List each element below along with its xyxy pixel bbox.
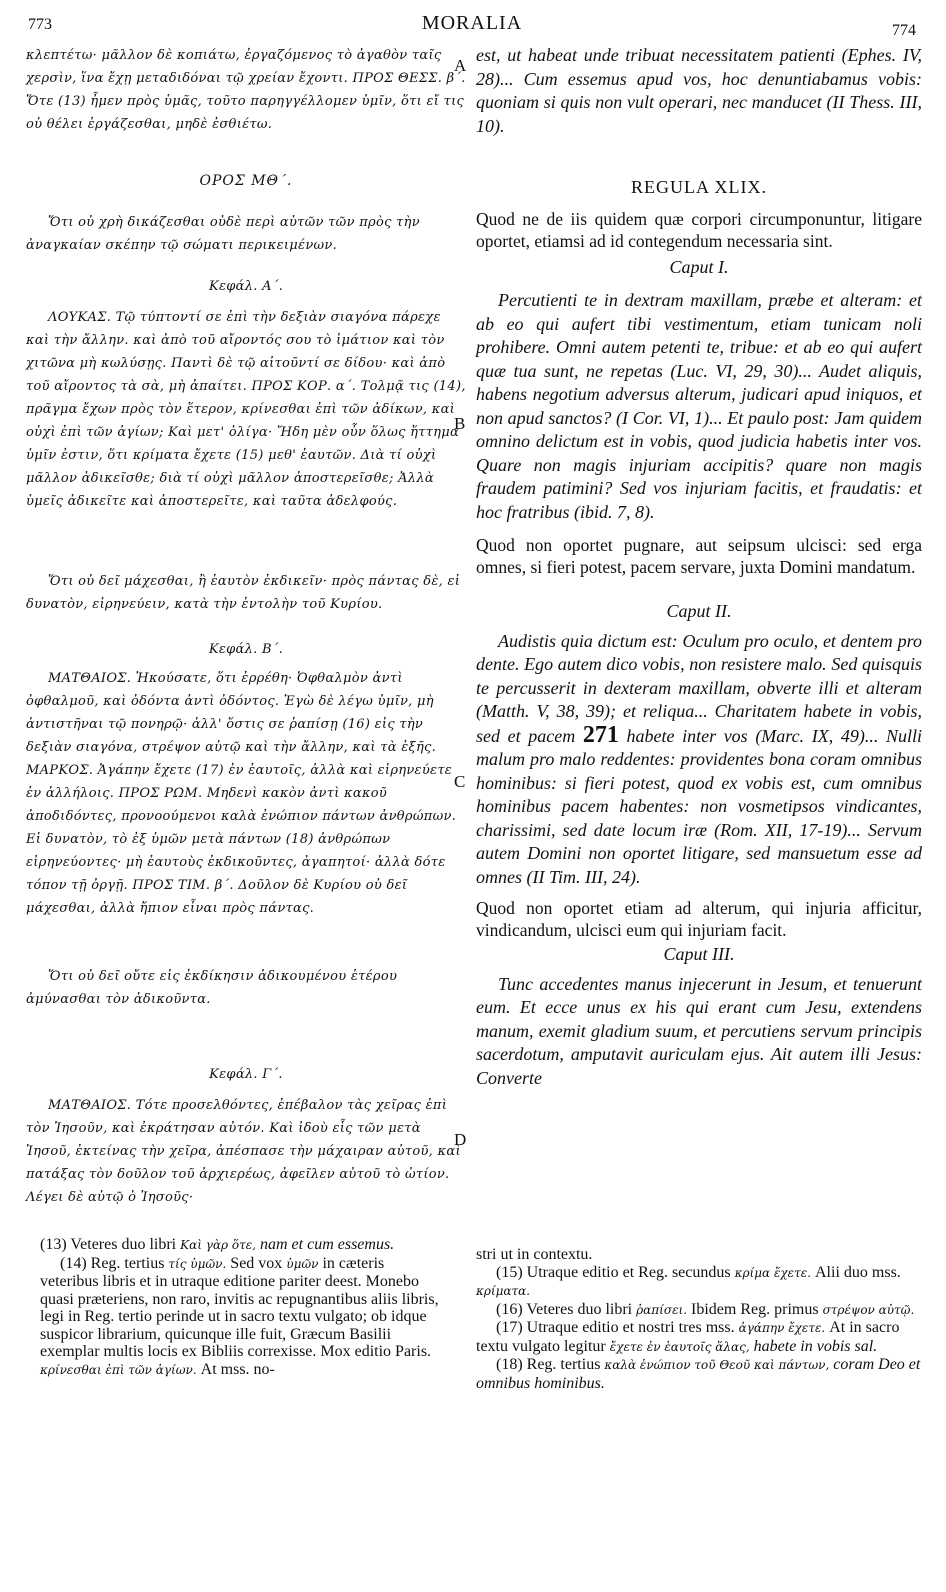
greek-chapter-heading: Κεφάλ. Β΄. [208,642,284,657]
footnote-text: At mss. no- [200,1360,275,1378]
latin-paragraph: est, ut habeat unde tribuat necessitatem patienti (Ephes. IV, 28)... Cum essemus apud vos, hoc denuntiabamus vobis: quoniam si quis non vult operari, nec manducet (II Thess. III, 10). [476,45,922,136]
greek-column [26,44,466,1209]
footnote-text: Ibidem Reg. primus [691,1300,819,1318]
footnote-greek: στρέψον αὐτῷ. [822,1302,915,1317]
page-header [28,12,916,42]
footnote-13 [40,1236,442,1255]
footnote-greek: τίς ὑμῶν. [168,1256,227,1271]
footnote-greek: κρίματα. [476,1284,531,1298]
footnote-greek: Καὶ γὰρ ὅτε, [180,1238,256,1252]
greek-rule-heading: ΟΡΟΣ ΜΘ΄. [199,173,293,189]
section-marker-a: A [454,56,467,75]
footnote-text: (16) Veteres duo libri [496,1300,633,1318]
footnote-17 [476,1319,922,1356]
page-number-left: 773 [28,16,52,33]
footnote-14 [40,1255,442,1380]
footnote-greek: κρίμα ἔχετε. [734,1265,811,1280]
footnote-greek: ἀγάπην ἔχετε. [738,1321,826,1335]
footnote-text: (15) Utraque editio et Reg. secundus [496,1263,731,1281]
caput-heading: Caput III. [663,944,735,964]
greek-paragraph: κλεπτέτω· μᾶλλον δὲ κοπιάτω, ἐργαζόμενος τὸ ἀγαθὸν ταῖς χερσὶν, ἵνα ἔχῃ μεταδιδόναι τῷ χρείαν ἔχοντι. ΠΡΟΣ ΘΕΣΣ. β΄. Ὅτε (13) ἦμεν πρὸς ὑμᾶς, τοῦτο παρηγγέλλομεν ὑμῖν, ὅτι εἴ τις οὐ θέλει ἐργάζεσθαι, μηδὲ ἐσθιέτω. [26,48,466,132]
running-title: MORALIA [421,12,523,34]
latin-paragraph [476,630,922,890]
latin-text-part: habete inter vos (Marc. IX, 49)... Nulli malum pro malo reddentes: providentes bona coram omnibus hominibus: si fieri potest, quod ex vobis est, cum omnibus hominibus pacem habentes: non vosmetipsos vindicantes, charissimi, sed date locum iræ (Rom. XII, 17-19)... Servum autem Domini non oportet litigare, sed mansuetum esse ad omnes (II Tim. III, 24). [476,725,922,887]
edition-page-number: 271 [582,721,619,748]
greek-paragraph: ΛΟΥΚΑΣ. Τῷ τύπτοντί σε ἐπὶ τὴν δεξιὰν σιαγόνα πάρεχε καὶ τὴν ἄλλην. καὶ ἀπὸ τοῦ αἴροντός σου τὸ ἱμάτιον καὶ τὸν χιτῶνα μὴ κωλύσῃς. Παντὶ δὲ τῷ αἰτοῦντί σε δίδου· καὶ ἀπὸ τοῦ αἴροντος τὰ σὰ, μὴ ἀπαίτει. ΠΡΟΣ ΚΟΡ. α΄. Τολμᾷ τις (14), πρᾶγμα ἔχων πρὸς τὸν ἕτερον, κρίνεσθαι ἐπὶ τῶν ἀδίκων, καὶ οὐχὶ ἐπὶ τῶν ἁγίων; Καὶ μετ' ὀλίγα· Ἤδη μὲν οὖν ὅλως ἥττημα ὑμῖν ἐστιν, ὅτι κρίματα ἔχετε (15) μεθ' ἑαυτῶν. Διὰ τί οὐχὶ μᾶλλον ἀδικεῖσθε; διὰ τί οὐχὶ μᾶλλον ἀποστερεῖσθε; Ἀλλὰ ὑμεῖς ἀδικεῖτε καὶ ἀποστερεῖτε, καὶ ταῦτα ἀδελφούς. [26,310,466,509]
footnote-latin: nam et cum essemus. [259,1236,395,1253]
latin-column [476,44,922,1090]
section-marker-d: D [454,1130,467,1149]
footnote-text: (17) Utraque editio et nostri tres mss. [496,1319,735,1336]
greek-paragraph: ΜΑΤΘΑΙΟΣ. Τότε προσελθόντες, ἐπέβαλον τὰς χεῖρας ἐπὶ τὸν Ἰησοῦν, καὶ ἐκράτησαν αὐτόν. Καὶ ἰδοὺ εἷς τῶν μετὰ Ἰησοῦ, ἐκτείνας τὴν χεῖρα, ἀπέσπασε τὴν μάχαιραν αὐτοῦ, καὶ πατάξας τὸν δοῦλον τοῦ ἀρχιερέως, ἀφεῖλεν αὐτοῦ τὸ ὠτίον. Λέγει δὲ αὐτῷ ὁ Ἰησοῦς· [26,1098,461,1205]
footnote-latin: habete in vobis sal. [753,1337,878,1355]
footnote-text: Alii duo mss. [815,1263,901,1281]
section-marker-b: B [454,414,466,433]
footnote-latin: coram Deo et omnibus hominibus. [476,1356,921,1392]
section-marker-c: C [454,772,466,791]
footnote-text: (14) Reg. tertius [60,1254,165,1272]
footnote-16 [476,1301,922,1320]
footnote-greek: ὑμῶν [286,1256,319,1271]
latin-rule-summary: Quod non oportet etiam ad alterum, qui injuria afficitur, vindicandum, ulcisci eum qui injuriam facit. [476,898,922,940]
footnote-greek: κρίνεσθαι ἐπὶ τῶν ἁγίων. [40,1362,197,1377]
footnotes-right [476,1246,922,1392]
footnote-text: Sed vox [230,1254,283,1272]
footnote-text: (18) Reg. tertius [496,1356,601,1373]
latin-text-part: Audistis quia dictum est: Oculum pro oculo, et dentem pro dente. Ego autem dico vobis, non resistere malo. Sed quisquis te percusserit in dexteram maxillam, obverte illi et alteram (Matth. V, 38, 39); et reliqua... Charitatem habete in vobis, sed et pacem [476,630,922,746]
greek-rule-summary: Ὅτι οὐ χρὴ δικάζεσθαι οὐδὲ περὶ αὐτῶν τῶν πρὸς τὴν ἀναγκαίαν σκέπην τῷ σώματι περικειμένων. [26,215,420,253]
greek-rule-summary: Ὅτι οὐ δεῖ οὔτε εἰς ἐκδίκησιν ἀδικουμένου ἑτέρου ἀμύνασθαι τὸν ἀδικοῦντα. [26,969,398,1007]
latin-rule-summary: Quod non oportet pugnare, aut seipsum ulcisci: sed erga omnes, si fieri potest, pacem servare, juxta Domini mandatum. [476,535,922,577]
footnote-text: At in sacro textu vulgato legitur [476,1319,900,1355]
greek-paragraph: ΜΑΤΘΑΙΟΣ. Ἠκούσατε, ὅτι ἐρρέθη· Ὀφθαλμὸν ἀντὶ ὀφθαλμοῦ, καὶ ὀδόντα ἀντὶ ὀδόντος. Ἐγὼ δὲ λέγω ὑμῖν, μὴ ἀντιστῆναι τῷ πονηρῷ· ἀλλ' ὅστις σε ῥαπίσῃ (16) εἰς τὴν δεξιὰν σιαγόνα, στρέψον αὐτῷ καὶ τὴν ἄλλην, καὶ τὰ ἑξῆς. ΜΑΡΚΟΣ. Ἀγάπην ἔχετε (17) ἐν ἑαυτοῖς, ἀλλὰ καὶ εἰρηνεύετε ἐν ἀλλήλοις. ΠΡΟΣ ΡΩΜ. Μηδενὶ κακὸν ἀντὶ κακοῦ ἀποδιδόντες, προνοούμενοι καλὰ ἐνώπιον πάντων ἀνθρώπων. Εἰ δυνατὸν, τὸ ἐξ ὑμῶν μετὰ πάντων (18) ἀνθρώπων εἰρηνεύοντες· μὴ ἑαυτοὺς ἐκδικοῦντες, ἀγαπητοί· ἀλλὰ δότε τόπον τῇ ὀργῇ. ΠΡΟΣ ΤΙΜ. β΄. Δοῦλον δὲ Κυρίου οὐ δεῖ μάχεσθαι, ἀλλὰ ἤπιον εἶναι πρὸς πάντας. [26,671,457,916]
footnote-18 [476,1356,922,1392]
footnote-text: in cæteris veteribus libris et in utraque editione pariter deest. Monebo quasi præteriens, non raro, invitis ac repugnantibus aliis libris, legi in Reg. tertio perinde ut in sacro textu vulgato; ob idque suspicor librarium, quicunque ille fuit, Græcum Basilii exemplar multis locis ex Bibliis correxisse. Mox editio Paris. [40,1254,439,1360]
footnotes-left [40,1236,442,1379]
footnote-greek: καλὰ ἐνώπιον τοῦ Θεοῦ καὶ πάντων, [604,1358,830,1372]
footnote-15 [476,1264,922,1301]
regula-heading: REGULA XLIX. [631,177,767,197]
greek-rule-summary: Ὅτι οὐ δεῖ μάχεσθαι, ἢ ἑαυτὸν ἐκδικεῖν· πρὸς πάντας δὲ, εἰ δυνατὸν, εἰρηνεύειν, κατὰ τὴν ἐντολὴν τοῦ Κυρίου. [26,574,461,612]
footnote-text: (13) Veteres duo libri [40,1236,177,1253]
page-number-right: 774 [892,22,916,39]
footnote-continuation: stri ut in contextu. [476,1246,593,1263]
caput-heading: Caput I. [669,256,729,277]
footnote-greek: ῥαπίσει. [636,1302,688,1317]
latin-paragraph: Percutienti te in dextram maxillam, præbe et alteram: et ab eo qui aufert tibi vestimentum, etiam tunicam noli prohibere. Omni autem petenti te, tribue: et ab eo qui aufert quæ tua sunt, ne repetas (Luc. VI, 29, 30)... Audet aliquis, habens negotium adversus alterum, judicari apud iniquos, et non apud sanctos? (I Cor. VI, 1)... Et paulo post: Jam quidem omnino delictum est in vobis, quod judicia habetis inter vos. Quare non magis injuriam accipitis? quare non magis fraudem patimini? Sed vos injuriam facitis, et fraudatis: et hoc fratribus (ibid. 7, 8). [476,290,922,522]
greek-chapter-heading: Κεφάλ. Α΄. [208,279,284,294]
caput-heading: Caput II. [666,601,732,621]
footnote-greek: ἔχετε ἐν ἑαυτοῖς ἅλας, [609,1339,750,1354]
greek-chapter-heading: Κεφάλ. Γ΄. [209,1067,283,1082]
latin-paragraph: Tunc accedentes manus injecerunt in Jesum, et tenuerunt eum. Et ecce unus ex his qui erant cum Jesu, extendens manum, exemit gladium suum, et percutiens servum principis sacerdotum, amputavit auriculam ejus. Ait autem illi Jesus: Converte [476,973,922,1088]
latin-rule-summary: Quod ne de iis quidem quæ corpori circumponuntur, litigare oportet, etiamsi ad id contegendum necessaria sint. [476,208,922,251]
